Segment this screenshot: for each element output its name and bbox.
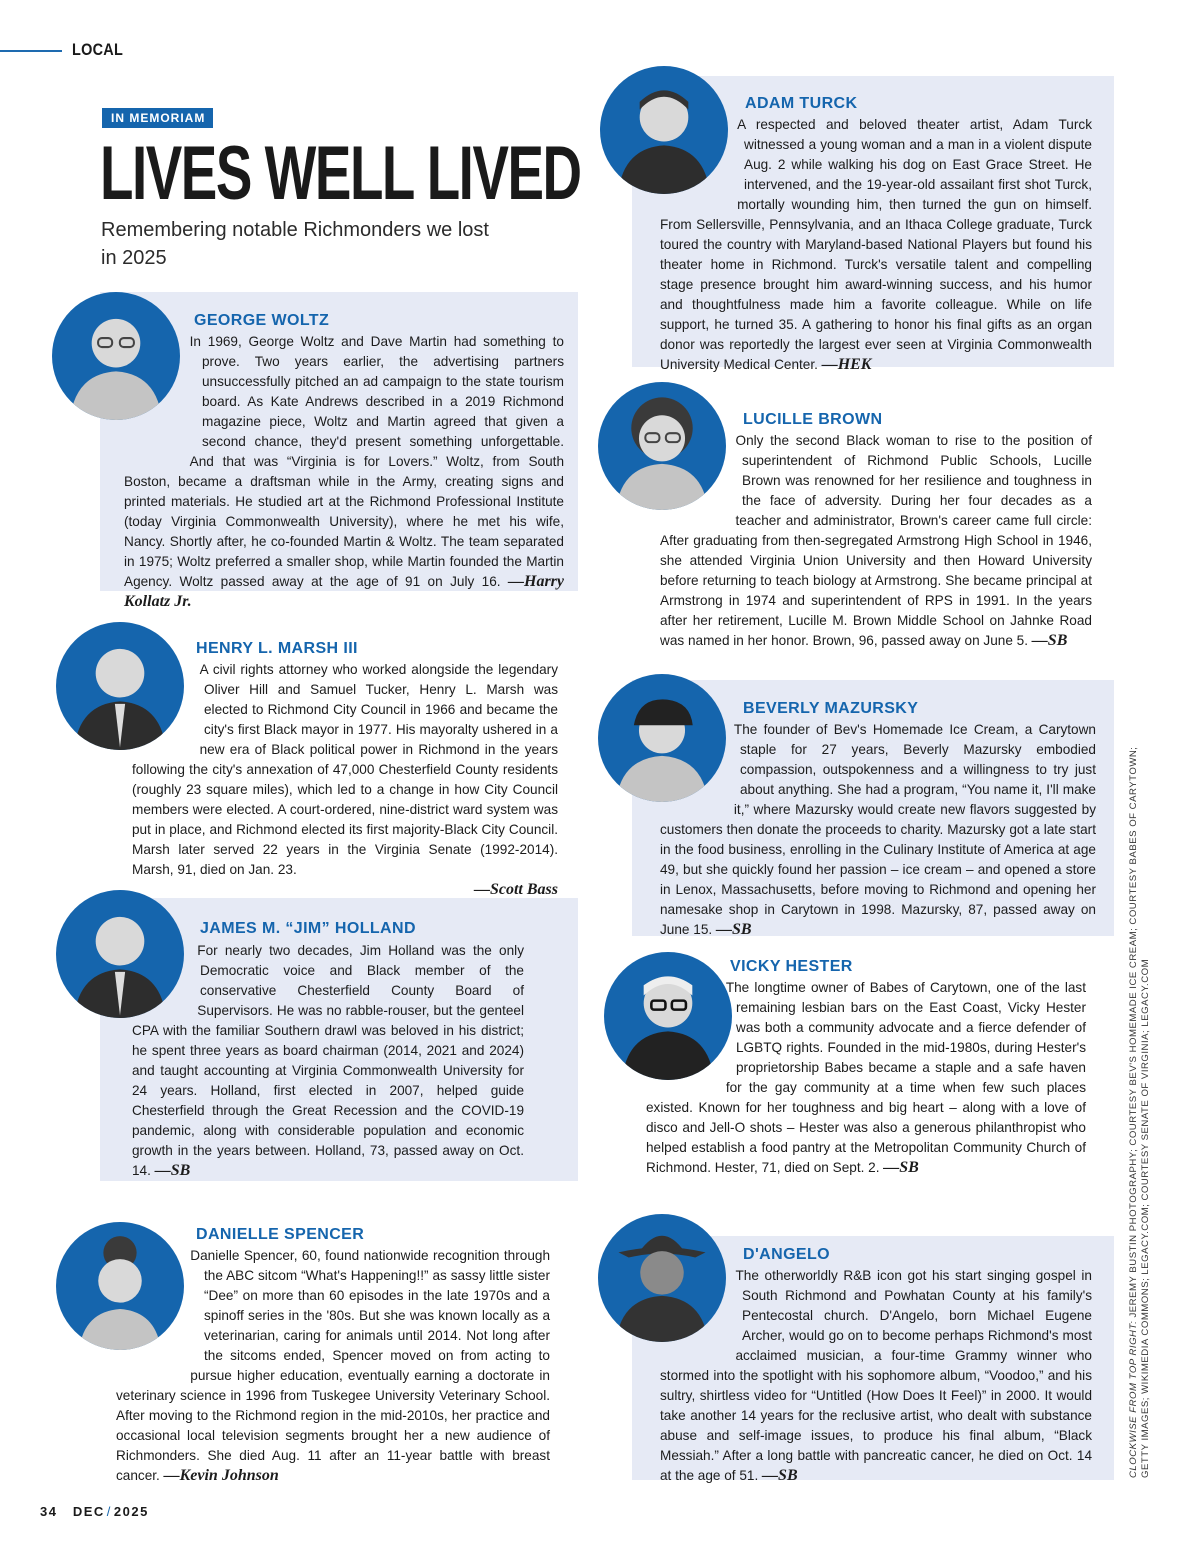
entry-credit: —SB xyxy=(154,1162,191,1179)
entry-name: GEORGE WOLTZ xyxy=(194,312,330,329)
entry-credit: —SB xyxy=(715,921,752,938)
folio-separator: / xyxy=(106,1504,112,1519)
photo-wrap xyxy=(660,115,744,215)
entry-text: The otherworldly R&B icon got his start singing gospel in South Richmond and Powhatan County at his family's Pentecostal church. D'Angelo, born Michael Eugene Archer, would go on to become perhaps Richmond's most acclaimed musician, a four-time Grammy winner who stormed into the spotlight with his sophomore album, “Voodoo,” and his sultry, shirtless video for “Untitled (How Does It Feel)” in 2000. It would take another 14 years for the reclusive artist, who dealt with substance abuse and self-image issues, to produce his final album, “Black Messiah.” After a long battle with pancreatic cancer, he died on Oct. 14 at the age of 51. xyxy=(660,1268,1092,1483)
entry-name: LUCILLE BROWN xyxy=(743,411,883,428)
photo-wrap xyxy=(124,332,202,472)
entry-body xyxy=(646,978,1086,1178)
entry-name: BEVERLY MAZURSKY xyxy=(743,700,919,717)
issue-month: DEC xyxy=(72,1504,105,1519)
entry-name: JAMES M. “JIM” HOLLAND xyxy=(200,920,416,937)
entry-text: A civil rights attorney who worked alongside the legendary Oliver Hill and Samuel Tucker, Henry L. Marsh was elected to Richmond City Council in 1966 and became the city's first Black mayor in 1977. His mayoralty ushered in a new era of Black political power in Richmond in the years following the city's annexation of 47,000 Chesterfield County residents (roughly 23 square miles), which led to a change in how City Council members were elected. A court-ordered, nine-district ward system was put in place, and Richmond elected its first majority-Black City Council. Marsh later served 22 years in the Virginia Senate (1992-2014). Marsh, 91, died on Jan. 23. xyxy=(132,662,558,877)
entry-text: In 1969, George Woltz and Dave Martin had something to prove. Two years earlier, the advertising partners unsuccessfully pitched an ad campaign to the state tourism board. As Kate Andrews described in a 2019 Richmond magazine piece, Woltz and Martin agreed that given a second chance, they'd present something unforgettable. And that was “Virginia is for Lovers.” Woltz, from South Boston, became a draftsman while in the Army, creating signs and printed materials. He studied art at the Richmond Professional Institute (today Virginia Commonwealth University), where he met his wife, Nancy. Shortly after, he co-founded Martin & Woltz. The team separated in 1975; Woltz preferred a smaller shop, while Martin founded the Martin Agency. Woltz passed away at the age of 91 on July 16. xyxy=(124,334,564,589)
entry-name: DANIELLE SPENCER xyxy=(196,1226,365,1243)
entry-body xyxy=(660,115,1092,375)
entry-body xyxy=(132,660,558,900)
entry-body xyxy=(132,941,524,1181)
entry-body xyxy=(116,1246,550,1486)
entry-credit: —Harry Kollatz Jr. xyxy=(124,573,564,610)
entry-name: VICKY HESTER xyxy=(730,958,853,975)
photo-wrap xyxy=(646,978,736,1098)
photo-wrap xyxy=(132,660,204,760)
entry-text: The founder of Bev's Homemade Ice Cream, a Carytown staple for 27 years, Beverly Mazursky embodied compassion, outspokenness and a willingness to try just about anything. She had a program, “You name it, I'll make it,” where Mazursky would create new flavors suggested by customers then donate the proceeds to charity. Mazursky got a late start in the food business, enrolling in the Culinary Institute of America at age 49, but she quickly found her passion – ice cream – and opened a store in Lenox, Massachusetts, before moving to Richmond and opening her namesake shop in Carytown in 1998. Mazursky, 87, passed away on June 15. xyxy=(660,722,1096,937)
section-label: LOCAL xyxy=(72,40,124,59)
entry-name: ADAM TURCK xyxy=(745,95,858,112)
entry-body xyxy=(660,1266,1092,1486)
page-title: LIVES WELL LIVED xyxy=(100,131,581,216)
entry-credit: —SB xyxy=(883,1159,919,1176)
entry-name: D'ANGELO xyxy=(743,1246,831,1263)
photo-wrap xyxy=(660,431,742,531)
deck: Remembering notable Richmonders we lost in 2025 xyxy=(101,219,489,269)
photo-wrap xyxy=(116,1246,204,1386)
entry-text: The longtime owner of Babes of Carytown, one of the last remaining lesbian bars on the East Coast, Vicky Hester was both a community advocate and a fierce defender of LGBTQ rights. Founded in the mid-1980s, during Hester's proprietorship Babes became a staple and a safe haven for the gay community at a time when few such places existed. Known for her toughness and big heart – along with a love of disco and Jell-O shots – Hester was also a generous philanthropist who helped establish a food pantry at the Metropolitan Community Church of Richmond. Hester, 71, died on Sept. 2. xyxy=(646,980,1086,1175)
section-rule xyxy=(0,50,62,52)
entry-text: For nearly two decades, Jim Holland was the only Democratic voice and Black member of the conservative Chesterfield County Board of Supervisors. He was no rabble-rouser, but the genteel CPA with the familiar Southern drawl was beloved in his district; he spent three years as board chairman (2014, 2021 and 2024) and taught accounting at Virginia Commonwealth University for 24 years. Holland, first elected in 2007, helped guide Chesterfield through the Great Recession and the COVID-19 pandemic, along with considerable population and economic growth in the years between. Holland, 73, passed away on Oct. 14. xyxy=(132,943,524,1178)
entry-name: HENRY L. MARSH III xyxy=(196,640,358,657)
page-number: 34 xyxy=(40,1504,58,1519)
page-folio xyxy=(40,1504,149,1519)
issue-year: 2025 xyxy=(113,1504,149,1519)
entry-text: A respected and beloved theater artist, Adam Turck witnessed a young woman and a man in a violent dispute Aug. 2 while walking his dog on East Grace Street. He intervened, and the 19-year-old assailant first shot Turck, mortally wounding him, then turned the gun on himself. From Sellersville, Pennsylvania, and an Ithaca College graduate, Turck toured the country with Maryland-based National Players but found his theater home in Richmond. Turck's versatile talent and compelling stage presence brought him award-winning success, and his humor and thoughtfulness made him a favorite colleague. While on life support, he turned 35. A gathering to honor his final gifts as an organ donor was reportedly the largest ever seen at Virginia Commonwealth University Medical Center. xyxy=(660,117,1092,372)
photo-credit-text: JEREMY BUSTIN PHOTOGRAPHY; COURTESY BEV'S HOMEMADE ICE CREAM; COURTESY BABES OF CARYTOWN; GETTY IMAGES; WIKIMEDIA COMMONS; LEGACY.COM; COURTESY SENATE OF VIRGINIA; LEGACY.COM xyxy=(1128,746,1151,1478)
entry-body xyxy=(660,431,1092,651)
entry-credit: —Kevin Johnson xyxy=(163,1467,279,1484)
entry-text: Only the second Black woman to rise to the position of superintendent of Richmond Public Schools, Lucille Brown was renowned for her resilience and toughness in the face of adversity. During her four decades as a teacher and administrator, Brown's career came full circle: After graduating from then-segregated Armstrong High School in 1946, she attended Virginia Union University and then Howard University before returning to teach biology at Armstrong. She became principal at Armstrong in 1974 and superintendent of RPS in 1991. In the years after her retirement, Lucille M. Brown Middle School on Jahnke Road was named in her honor. Brown, 96, passed away on June 5. xyxy=(660,433,1092,648)
entry-body xyxy=(660,720,1096,940)
entry-credit: —SB xyxy=(1031,632,1068,649)
entry-credit: —Scott Bass xyxy=(473,881,558,898)
category-tag: IN MEMORIAM xyxy=(102,108,213,128)
entry-text: Danielle Spencer, 60, found nationwide recognition through the ABC sitcom “What's Happening!!” as sassy little sister “Dee” on more than 60 episodes in the late 1970s and a spinoff series in the '80s. But she was known locally as a veterinarian, caring for animals until 2014. Not long after the sitcoms ended, Spencer moved on from acting to pursue higher education, eventually earning a doctorate in veterinary science in 1996 from Tuskegee University Veterinary School. After moving to the Richmond region in the mid-2010s, her practice and occasional local television segments brought her a new audience of Richmonders. She died Aug. 11 after an 11-year battle with breast cancer. xyxy=(116,1248,550,1483)
photo-wrap xyxy=(660,1266,742,1366)
entry-body xyxy=(124,332,564,612)
photo-credit xyxy=(1128,718,1152,1478)
photo-wrap xyxy=(132,941,200,1021)
entry-credit: —HEK xyxy=(821,356,872,373)
entry-credit: —SB xyxy=(762,1467,798,1484)
photo-wrap xyxy=(660,720,740,820)
photo-credit-lead: CLOCKWISE FROM TOP RIGHT: xyxy=(1128,1320,1139,1478)
